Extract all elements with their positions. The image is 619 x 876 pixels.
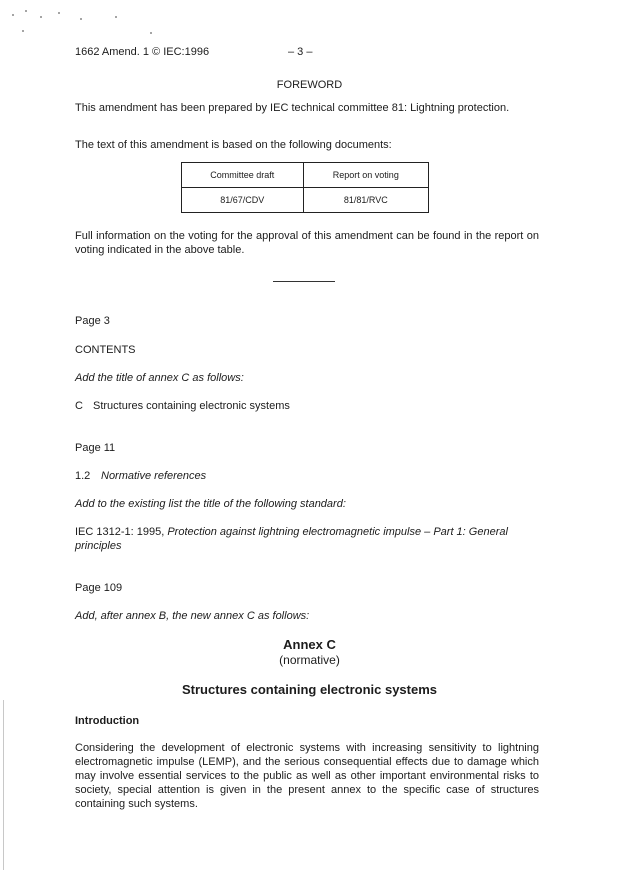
table-header-cell: Report on voting xyxy=(303,163,428,188)
table-header-row xyxy=(182,163,429,188)
instruction-text: Add to the existing list the title of the following standard: xyxy=(75,498,346,510)
annex-status: (normative) xyxy=(279,653,340,667)
page-label: Page 11 xyxy=(75,442,116,454)
introduction-heading: Introduction xyxy=(75,715,140,727)
contents-heading: CONTENTS xyxy=(75,344,136,356)
scan-speck xyxy=(115,16,117,18)
contents-item-letter: C xyxy=(75,400,83,412)
instruction-text: Add, after annex B, the new annex C as follows: xyxy=(75,610,310,622)
foreword-full-info: Full information on the voting for the approval of this amendment can be found in the report on voting indicated in the above table. xyxy=(75,230,539,256)
scan-speck xyxy=(25,10,27,12)
scan-speck xyxy=(150,32,152,34)
scan-speck xyxy=(12,14,14,16)
instruction-text: Add the title of annex C as follows: xyxy=(75,372,244,384)
scan-speck xyxy=(58,12,60,14)
page-number: – 3 – xyxy=(288,46,313,58)
scan-speck xyxy=(80,18,82,20)
table-cell: 81/81/RVC xyxy=(303,188,428,213)
table-cell: 81/67/CDV xyxy=(182,188,304,213)
foreword-prepared-by: This amendment has been prepared by IEC technical committee 81: Lightning protection. xyxy=(75,102,510,114)
reference-title: Protection against lightning electromagnetic impulse – Part 1: General principles xyxy=(75,526,508,552)
foreword-heading: FOREWORD xyxy=(276,79,343,91)
documents-table xyxy=(181,162,429,213)
annex-title: Annex C xyxy=(283,637,336,652)
contents-item-text: Structures containing electronic systems xyxy=(93,400,290,412)
table-header-cell: Committee draft xyxy=(182,163,304,188)
introduction-text: Considering the development of electronic systems with increasing sensitivity to lightning electromagnetic impulse (LEMP), and the serious consequential effects due to damage which may involve essential services to the public as well as other important environmental risks to society, special attention is given in the present annex to the specific case of structures containing such systems. xyxy=(75,742,539,810)
clause-number: 1.2 xyxy=(75,470,91,482)
page-label: Page 3 xyxy=(75,315,110,327)
clause-title: Normative references xyxy=(101,470,207,482)
foreword-based-on: The text of this amendment is based on the following documents: xyxy=(75,139,392,151)
normative-reference xyxy=(75,525,539,553)
scan-speck xyxy=(40,16,42,18)
page-label: Page 109 xyxy=(75,582,123,594)
scan-edge-line xyxy=(3,700,4,870)
table-row xyxy=(182,188,429,213)
document-reference: 1662 Amend. 1 © IEC:1996 xyxy=(75,46,210,58)
section-divider xyxy=(273,281,335,282)
scan-speck xyxy=(22,30,24,32)
annex-subject: Structures containing electronic systems xyxy=(181,682,438,697)
reference-number: IEC 1312-1: 1995, xyxy=(75,526,168,538)
